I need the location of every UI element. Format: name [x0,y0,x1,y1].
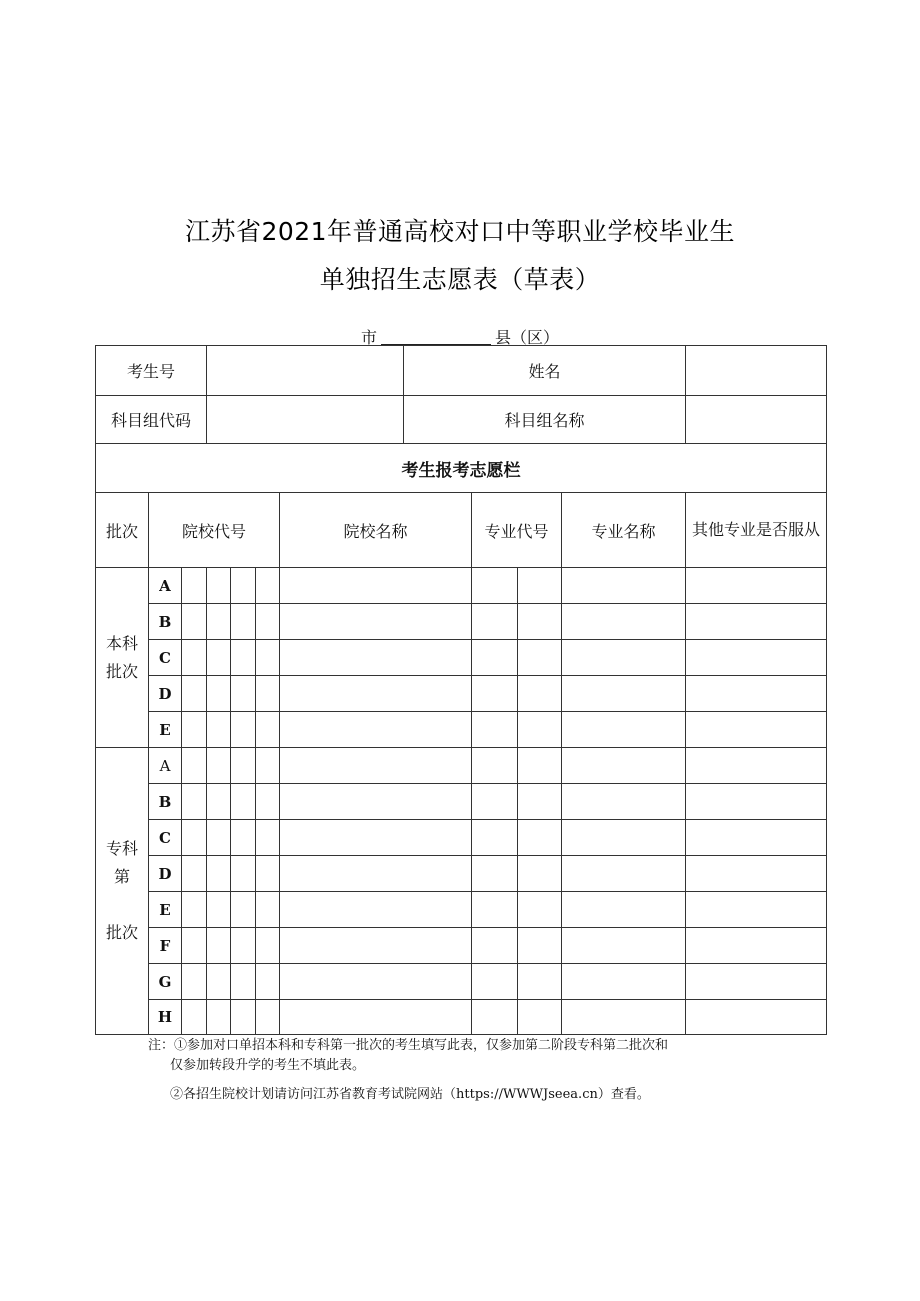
major-code-digit[interactable] [518,784,562,820]
junior-label-line2: 第 [113,867,130,886]
major-code-digit[interactable] [518,856,562,892]
school-code-digit[interactable] [207,676,231,712]
major-code-digit[interactable] [472,856,518,892]
major-code-digit[interactable] [518,676,562,712]
major-name-cell[interactable] [562,640,686,676]
junior-row-e [96,892,827,928]
section-header-row [96,444,827,493]
school-name-cell[interactable] [280,1000,472,1035]
junior-label-line1: 专科 [105,839,138,858]
school-code-digit[interactable] [256,892,280,928]
exam-no-field[interactable] [207,346,404,396]
school-code-digit[interactable] [207,604,231,640]
choice-letter: A [149,748,182,784]
junior-row-a [96,748,827,784]
school-code-digit[interactable] [207,568,231,604]
school-code-digit[interactable] [207,892,231,928]
obey-cell[interactable] [686,676,827,712]
major-code-digit[interactable] [472,568,518,604]
major-code-digit[interactable] [518,604,562,640]
major-name-cell[interactable] [562,604,686,640]
major-code-digit[interactable] [472,676,518,712]
column-header-row [96,493,827,568]
major-name-cell[interactable] [562,748,686,784]
obey-cell[interactable] [686,640,827,676]
school-code-digit[interactable] [231,784,256,820]
obey-cell[interactable] [686,928,827,964]
school-code-digit[interactable] [256,820,280,856]
junior-row-d [96,856,827,892]
major-code-digit[interactable] [472,1000,518,1035]
school-code-digit[interactable] [207,928,231,964]
major-code-digit[interactable] [472,892,518,928]
school-code-digit[interactable] [256,640,280,676]
choice-letter: E [149,892,182,928]
obey-cell[interactable] [686,784,827,820]
major-code-digit[interactable] [472,748,518,784]
school-code-digit[interactable] [256,964,280,1000]
name-label: 姓名 [404,346,686,396]
col-school-name: 院校名称 [280,493,472,568]
school-code-digit[interactable] [182,820,207,856]
school-name-cell[interactable] [280,604,472,640]
school-code-digit[interactable] [207,748,231,784]
obey-cell[interactable] [686,856,827,892]
school-code-digit[interactable] [231,604,256,640]
school-code-digit[interactable] [182,568,207,604]
group-code-field[interactable] [207,396,404,444]
school-name-cell[interactable] [280,568,472,604]
info-row-1 [96,346,827,396]
school-code-digit[interactable] [182,748,207,784]
major-code-digit[interactable] [472,928,518,964]
junior-label-line3: 批次 [105,923,138,942]
major-name-cell[interactable] [562,784,686,820]
major-code-digit[interactable] [518,928,562,964]
choice-letter: G [149,964,182,1000]
school-code-digit[interactable] [207,964,231,1000]
major-code-digit[interactable] [472,640,518,676]
school-code-digit[interactable] [207,712,231,748]
col-major-code: 专业代号 [472,493,562,568]
school-code-digit[interactable] [207,640,231,676]
school-code-digit[interactable] [182,676,207,712]
school-code-digit[interactable] [231,928,256,964]
name-field[interactable] [686,346,827,396]
school-name-cell[interactable] [280,640,472,676]
school-code-digit[interactable] [182,928,207,964]
school-code-digit[interactable] [256,1000,280,1035]
major-code-digit[interactable] [518,640,562,676]
school-code-digit[interactable] [256,568,280,604]
school-name-cell[interactable] [280,928,472,964]
choice-letter: E [149,712,182,748]
obey-cell[interactable] [686,604,827,640]
school-code-digit[interactable] [256,712,280,748]
major-code-digit[interactable] [472,820,518,856]
major-name-cell[interactable] [562,856,686,892]
undergrad-row-c [96,640,827,676]
major-name-cell[interactable] [562,964,686,1000]
school-code-digit[interactable] [231,1000,256,1035]
note-1-line-2: 仅参加转段升学的考生不填此表。 [170,1058,366,1073]
undergrad-label-line1: 本科 [105,633,138,653]
major-code-digit[interactable] [472,712,518,748]
school-code-digit[interactable] [231,676,256,712]
undergrad-row-b [96,604,827,640]
major-code-digit[interactable] [518,820,562,856]
county-label: 县（区） [495,328,560,347]
school-code-digit[interactable] [207,784,231,820]
school-name-cell[interactable] [280,964,472,1000]
obey-cell[interactable] [686,892,827,928]
school-code-digit[interactable] [256,784,280,820]
school-code-digit[interactable] [182,784,207,820]
major-code-digit[interactable] [518,712,562,748]
school-code-digit[interactable] [182,604,207,640]
choice-letter: F [149,928,182,964]
info-row-2 [96,396,827,444]
note-2: ②各招生院校计划请访问江苏省教育考试院网站（https://WWWJseea.cn）查看。 [170,1087,650,1102]
section-title: 考生报考志愿栏 [96,444,827,493]
form-title-line2: 单独招生志愿表（草表） [319,265,601,294]
exam-no-label: 考生号 [96,346,207,396]
school-name-cell[interactable] [280,712,472,748]
school-name-cell[interactable] [280,748,472,784]
school-code-digit[interactable] [231,712,256,748]
school-code-digit[interactable] [256,604,280,640]
col-major-name: 专业名称 [562,493,686,568]
school-code-digit[interactable] [231,964,256,1000]
school-code-digit[interactable] [231,748,256,784]
school-name-cell[interactable] [280,820,472,856]
undergrad-row-e [96,712,827,748]
school-name-cell[interactable] [280,784,472,820]
undergrad-batch-label [96,568,149,748]
col-batch: 批次 [96,493,149,568]
choice-letter: D [149,676,182,712]
school-code-digit[interactable] [182,712,207,748]
major-name-cell[interactable] [562,676,686,712]
school-name-cell[interactable] [280,892,472,928]
obey-cell[interactable] [686,568,827,604]
major-code-digit[interactable] [518,1000,562,1035]
col-school-code: 院校代号 [149,493,280,568]
choice-letter: B [149,604,182,640]
junior-batch-label [96,748,149,1035]
major-code-digit[interactable] [472,964,518,1000]
major-code-digit[interactable] [518,964,562,1000]
major-name-cell[interactable] [562,712,686,748]
major-code-digit[interactable] [518,892,562,928]
major-name-cell[interactable] [562,892,686,928]
major-code-digit[interactable] [518,568,562,604]
col-obey: 其他专业是否服从 [686,493,827,568]
major-code-digit[interactable] [518,748,562,784]
school-name-cell[interactable] [280,856,472,892]
major-name-cell[interactable] [562,1000,686,1035]
city-label: 市 [360,328,377,347]
school-code-digit[interactable] [182,640,207,676]
junior-row-b [96,784,827,820]
school-code-digit[interactable] [231,820,256,856]
school-code-digit[interactable] [256,856,280,892]
note-1-line-1: 注：①参加对口单招本科和专科第一批次的考生填写此表，仅参加第二阶段专科第二批次和 [148,1038,669,1053]
school-code-digit[interactable] [231,568,256,604]
school-code-digit[interactable] [256,676,280,712]
school-code-digit[interactable] [182,1000,207,1035]
obey-cell[interactable] [686,820,827,856]
group-name-field[interactable] [686,396,827,444]
county-input-blank[interactable] [381,328,491,345]
school-code-digit[interactable] [207,856,231,892]
obey-cell[interactable] [686,1000,827,1035]
school-code-digit[interactable] [231,892,256,928]
choice-letter: A [149,568,182,604]
school-code-digit[interactable] [207,820,231,856]
group-name-label: 科目组名称 [404,396,686,444]
school-code-digit[interactable] [182,964,207,1000]
school-code-digit[interactable] [256,928,280,964]
junior-row-h [96,1000,827,1035]
choice-letter: H [149,1000,182,1035]
school-code-digit[interactable] [182,892,207,928]
obey-cell[interactable] [686,964,827,1000]
school-code-digit[interactable] [182,856,207,892]
major-code-digit[interactable] [472,604,518,640]
choice-letter: C [149,820,182,856]
school-code-digit[interactable] [256,748,280,784]
major-name-cell[interactable] [562,568,686,604]
group-code-label: 科目组代码 [96,396,207,444]
school-name-cell[interactable] [280,676,472,712]
obey-cell[interactable] [686,712,827,748]
major-code-digit[interactable] [472,784,518,820]
junior-row-c [96,820,827,856]
obey-cell[interactable] [686,748,827,784]
undergrad-row-a [96,568,827,604]
school-code-digit[interactable] [207,1000,231,1035]
application-form-table [95,345,827,1035]
choice-letter: B [149,784,182,820]
undergrad-row-d [96,676,827,712]
junior-row-g [96,964,827,1000]
form-title-line1: 江苏省2021年普通高校对口中等职业学校毕业生 [184,217,736,246]
junior-row-f [96,928,827,964]
undergrad-label-line2: 批次 [105,661,138,681]
school-code-digit[interactable] [231,856,256,892]
major-name-cell[interactable] [562,928,686,964]
choice-letter: D [149,856,182,892]
school-code-digit[interactable] [231,640,256,676]
choice-letter: C [149,640,182,676]
major-name-cell[interactable] [562,820,686,856]
